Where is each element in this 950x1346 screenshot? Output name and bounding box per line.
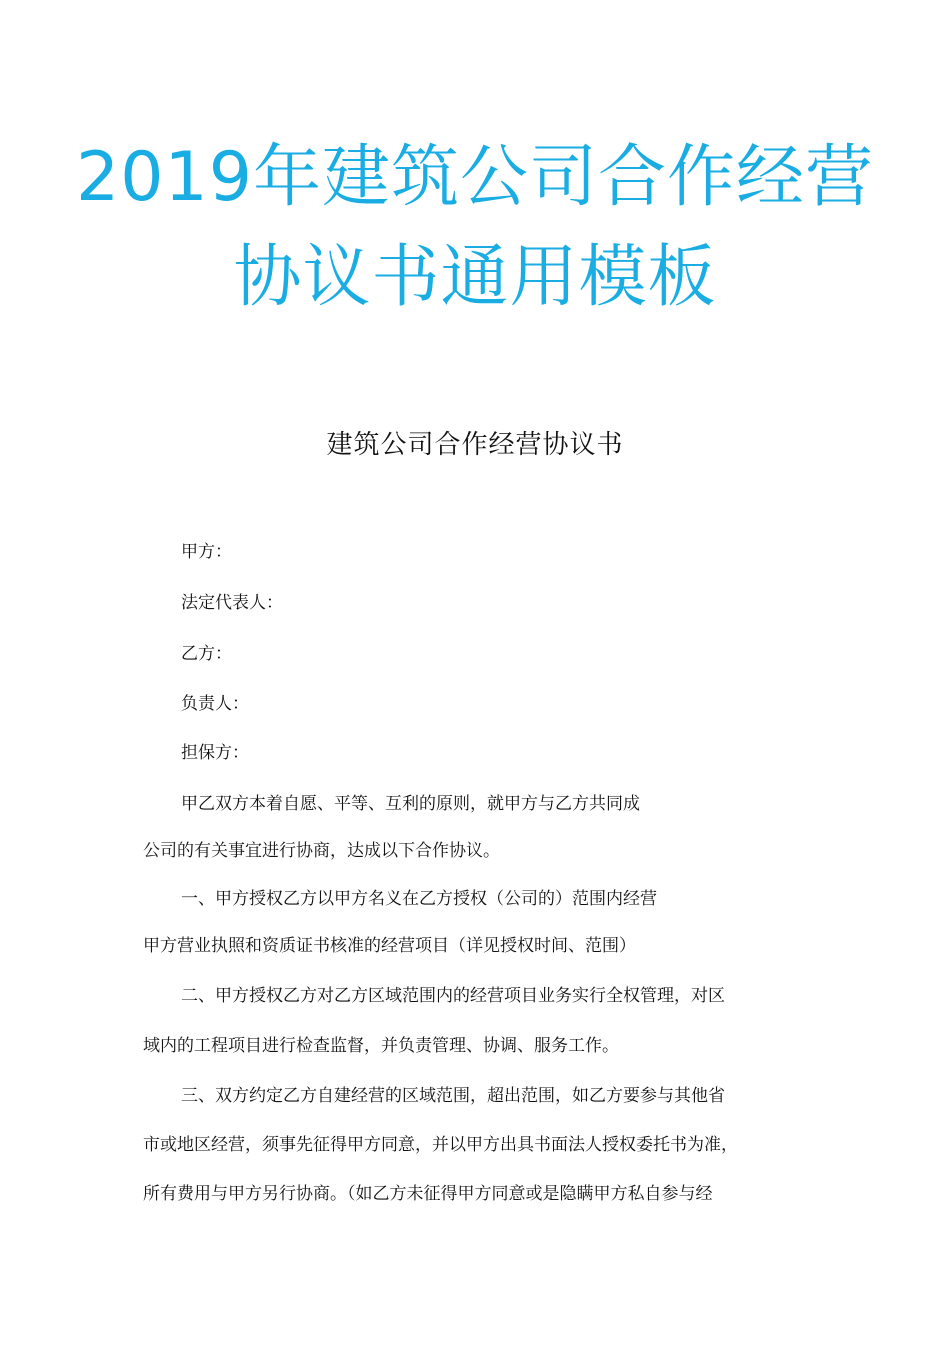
cover-title-line-2: 协议书通用模板 — [233, 238, 717, 317]
party-b-field: 乙方： — [181, 644, 232, 664]
document-title: 建筑公司合作经营协议书 — [326, 430, 624, 460]
party-a-field: 甲方： — [181, 542, 232, 562]
legal-representative-field: 法定代表人： — [181, 593, 283, 613]
body-line: 一、甲方授权乙方以甲方名义在乙方授权（公司的）范围内经营 — [181, 889, 657, 909]
body-line: 域内的工程项目进行检查监督，并负责管理、协调、服务工作。 — [143, 1036, 619, 1056]
cover-title — [0, 128, 950, 328]
body-line: 市或地区经营，须事先征得甲方同意，并以甲方出具书面法人授权委托书为准， — [143, 1135, 738, 1155]
body-line: 三、双方约定乙方自建经营的区域范围，超出范围，如乙方要参与其他省 — [181, 1086, 725, 1106]
cover-title-line-1: 2019年建筑公司合作经营 — [75, 138, 875, 217]
guarantor-field: 担保方： — [181, 743, 249, 763]
body-line: 所有费用与甲方另行协商。（如乙方未征得甲方同意或是隐瞒甲方私自参与经 — [143, 1184, 713, 1204]
body-line: 二、甲方授权乙方对乙方区域范围内的经营项目业务实行全权管理，对区 — [181, 986, 725, 1006]
body-line: 甲方营业执照和资质证书核准的经营项目（详见授权时间、范围） — [143, 936, 636, 956]
body-line: 公司的有关事宜进行协商，达成以下合作协议。 — [143, 841, 500, 861]
body-line: 甲乙双方本着自愿、平等、互利的原则，就甲方与乙方共同成 — [181, 794, 640, 814]
responsible-person-field: 负责人： — [181, 694, 249, 714]
